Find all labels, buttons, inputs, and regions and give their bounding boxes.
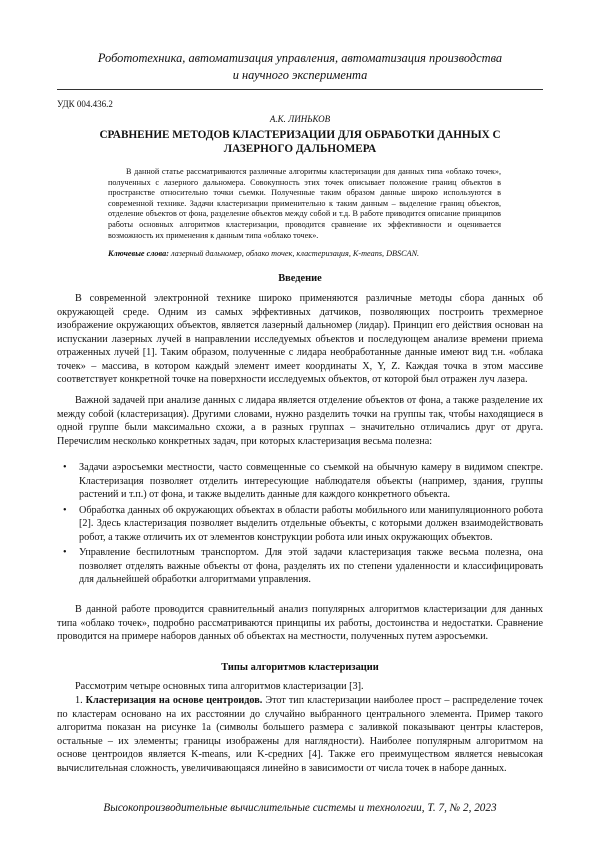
list-item-text: Управление беспилотным транспортом. Для этой задачи кластеризация также весьма полезна, она позволяет отделять важные объекты от фона, разделять их по степени удаленности и классифицировать для дальнейшей обработки алгоритмами управления.: [79, 547, 543, 585]
list-item-text: Обработка данных об окружающих объектах в области работы мобильного или манипуляционного робота [2]. Здесь кластеризация позволяет выделить отдельные объекты, с которыми должен взаимодействовать робот, а также отличить их от элементов конструкции робота или иных окружающих объектов.: [79, 504, 543, 543]
intro-paragraph-1: В современной электронной технике широко применяются различные методы сбора данных об окружающей среде. Одним из самых эффективных датчиков, позволяющих построить трехмерное изображение окружающих объектов, является лазерный дальномер (лидар). Принцип его действия основан на испускании лазерных лучей в направлении исследуемых объектов и последующем анализе времени приема отраженных лучей [1]. Таким образом, полученные с лидара необработанные данные имеют вид т.н. «облака точек» – массива, в котором каждый элемент имеет координаты X, Y, Z. Каждая точка в этом массиве соответствует конкретной точке на поверхности исследуемых объектов, от которой был отражен луч лазера.: [57, 293, 543, 385]
journal-header-line-1: Робототехника, автоматизация управления, автоматизация производства: [97, 51, 503, 65]
paper-title: [85, 128, 515, 156]
keywords-label: Ключевые слова:: [108, 249, 169, 258]
types-paragraph-2: [57, 694, 543, 775]
centroid-clustering-term: Кластеризация на основе центроидов.: [85, 695, 263, 706]
journal-header-line-2: и научного эксперимента: [232, 68, 368, 82]
bullet-icon: •: [63, 462, 67, 473]
abstract: В данной статье рассматриваются различные алгоритмы кластеризации для данных типа «облако точек», полученных с лазерного дальномера. Совокупность этих точек описывает положение границ объектов в пространстве относительно точки съемки. Полученные таким образом данные широко используются в современной технике. Задачи кластеризации применительно к таким данным – выделение границ объектов, отделение объектов от фона, разделение объектов между собой и т.д. В работе приводится описание принципов работы основных алгоритмов кластеризации, проводится сравнение их эффективности и оценивается возможность их применения к данным типа «облако точек».: [108, 167, 501, 240]
task-bullet-list: [57, 461, 543, 589]
udc-code: УДК 004.436.2: [57, 99, 113, 109]
types-paragraph-2-text: Этот тип кластеризации наиболее прост – распределение точек по кластерам основано на их расстоянии до случайно выбранного центрального элемента. Пример такого алгоритма показан на рисунке 1а (символы большего размера с заливкой показывают центры кластеров, остальные – их элементы; границы изображены для наглядности). Наиболее популярным алгоритмом на основе центроидов является K-means, или K-средних [4]. Также его преимуществом является невысокая вычислительная сложность, увеличивающаяся линейно в зависимости от числа точек в наборе данных.: [57, 695, 544, 774]
intro-paragraph-2: Важной задачей при анализе данных с лидара является отделение объектов от фона, а также разделение их между собой (кластеризация). Другими словами, нужно разделить точки на группы так, чтобы находящиеся в одной группе были максимально схожи, а в разных группах – значительно отличались друг от друга. Перечислим несколько конкретных задач, при которых кластеризация весьма полезна:: [57, 395, 543, 447]
journal-header: [60, 50, 540, 84]
keywords: [108, 249, 501, 260]
keywords-text: лазерный дальномер, облако точек, кластеризация, K-means, DBSCAN.: [170, 249, 420, 258]
bullet-icon: •: [63, 504, 67, 516]
header-divider: [57, 89, 543, 90]
list-item: [57, 504, 543, 545]
list-item-text: Задачи аэросъемки местности, часто совмещенные со съемкой на обычную камеру в видимом спектре. Кластеризация позволяет отделить интересующие наблюдателя объекты (например, здания, группы растений и т.п.) от фона, и также выделить данные для каждого конкретного объекта.: [79, 462, 543, 500]
author: А.К. ЛИНЬКОВ: [269, 114, 331, 124]
intro-paragraph-3: В данной работе проводится сравнительный анализ популярных алгоритмов кластеризации для данных типа «облако точек», подробно рассматриваются принципы их работы, достоинства и недостатки. Сравнение проводится на примере наборов данных об объектах на местности, полученных путем аэросъемки.: [57, 604, 543, 642]
bullet-icon: •: [63, 547, 67, 558]
journal-footer: Высокопроизводительные вычислительные системы и технологии, Т. 7, № 2, 2023: [103, 802, 497, 814]
paper-title-line-2: ЛАЗЕРНОГО ДАЛЬНОМЕРА: [223, 143, 377, 155]
list-item: [57, 461, 543, 502]
section-heading-types: Типы алгоритмов кластеризации: [221, 662, 379, 673]
types-paragraph-1: Рассмотрим четыре основных типа алгоритмов кластеризации [3].: [75, 681, 364, 692]
types-item-number: 1.: [75, 695, 86, 706]
list-item: [57, 546, 543, 587]
paper-title-line-1: СРАВНЕНИЕ МЕТОДОВ КЛАСТЕРИЗАЦИИ ДЛЯ ОБРАБОТКИ ДАННЫХ С: [99, 129, 501, 141]
section-heading-intro: Введение: [278, 273, 322, 284]
